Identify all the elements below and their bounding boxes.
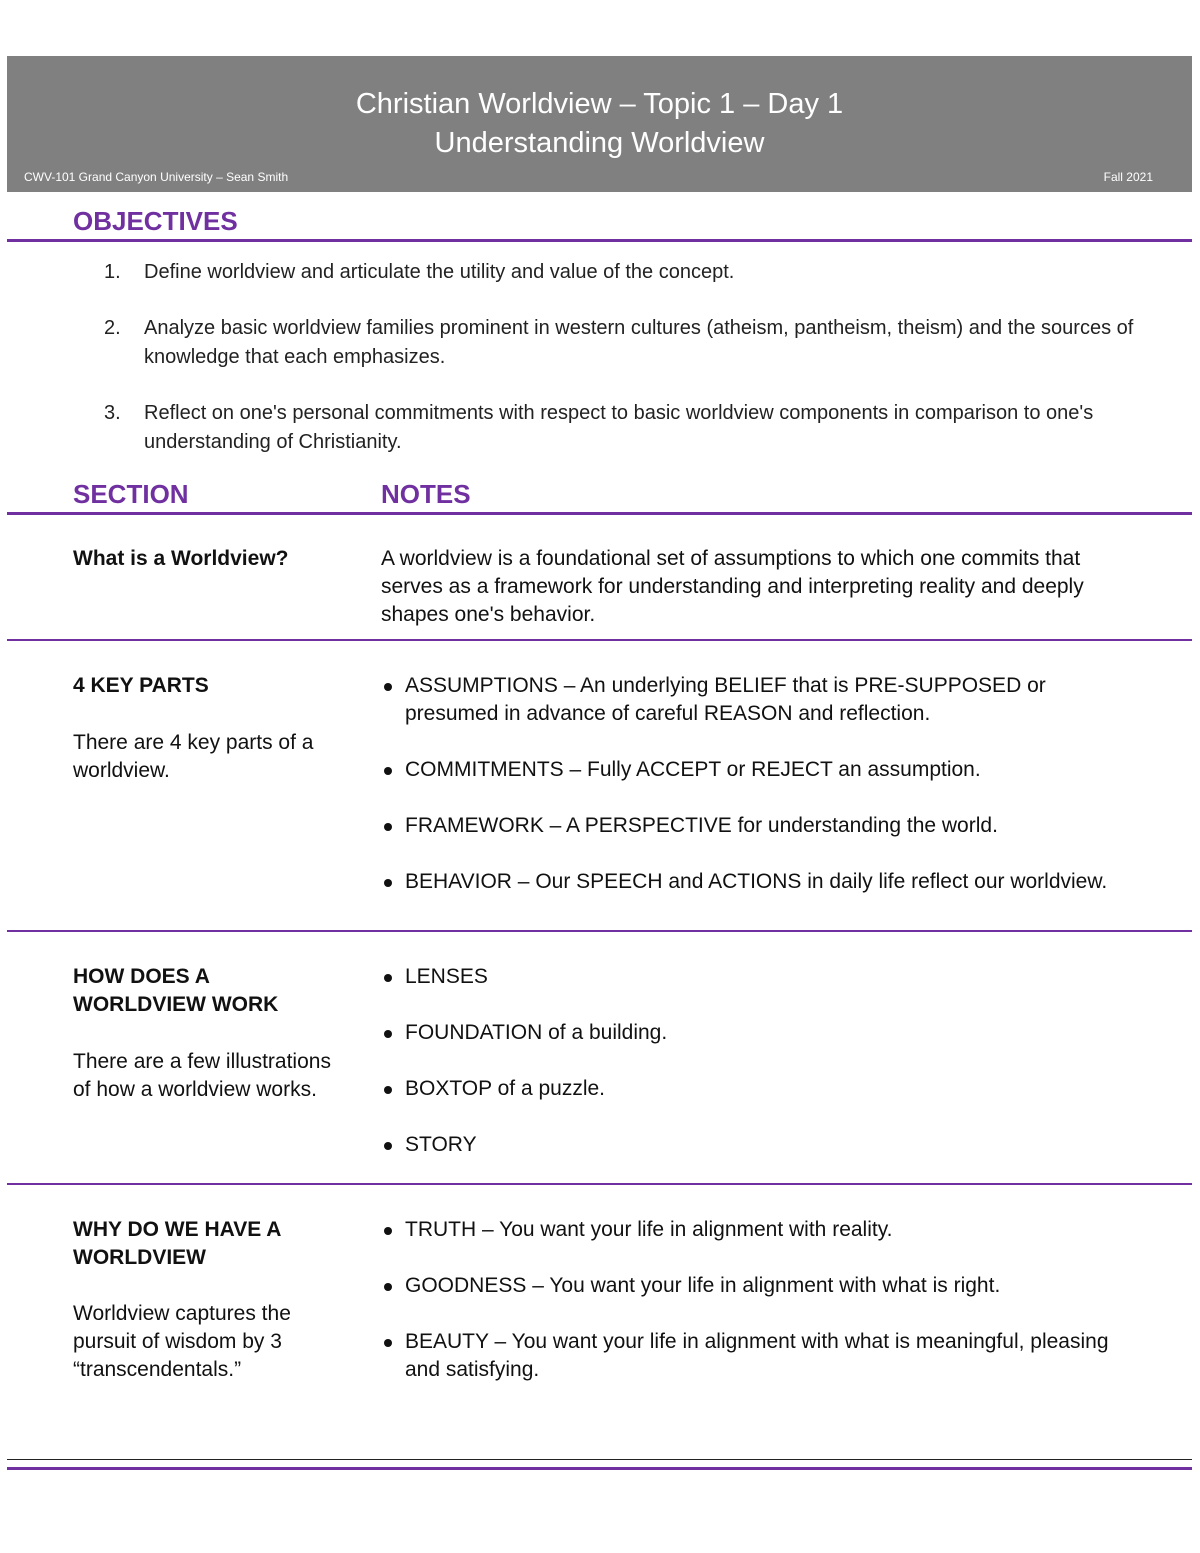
bullet-icon bbox=[384, 767, 392, 775]
bullet-icon bbox=[384, 974, 392, 982]
objective-item bbox=[104, 314, 1134, 372]
bullet-text: TRUTH – You want your life in alignment with reality. bbox=[405, 1218, 893, 1241]
bullet-icon bbox=[384, 1283, 392, 1291]
bullet-item bbox=[381, 1272, 1141, 1300]
table-header-rule bbox=[7, 512, 1192, 515]
term-label: Fall 2021 bbox=[1103, 170, 1153, 184]
objective-number: 1. bbox=[104, 261, 121, 283]
bullet-item bbox=[381, 963, 1141, 991]
course-info: CWV-101 Grand Canyon University – Sean Smith bbox=[24, 170, 289, 184]
objectives-heading: OBJECTIVES bbox=[73, 206, 238, 236]
row-divider bbox=[7, 930, 1192, 932]
row-divider bbox=[7, 639, 1192, 641]
footer-rule-purple bbox=[7, 1467, 1192, 1470]
bullet-item bbox=[381, 1216, 1141, 1244]
bullet-icon bbox=[384, 683, 392, 691]
objective-text: Reflect on one's personal commitments with respect to basic worldview components in comparison to one's understanding of Christianity. bbox=[144, 402, 1094, 453]
bullet-item bbox=[381, 868, 1141, 896]
bullet-text: LENSES bbox=[405, 965, 488, 988]
objective-number: 3. bbox=[104, 402, 121, 424]
section-title: 4 KEY PARTS bbox=[73, 674, 209, 697]
bullet-icon bbox=[384, 1227, 392, 1235]
bullet-icon bbox=[384, 823, 392, 831]
bullet-icon bbox=[384, 879, 392, 887]
section-note: A worldview is a foundational set of assumptions to which one commits that serves as a framework for understanding and interpreting reality and deeply shapes one's behavior. bbox=[381, 547, 1084, 626]
bullet-item bbox=[381, 1075, 1141, 1103]
section-title: What is a Worldview? bbox=[73, 547, 289, 570]
notes-bullet-list bbox=[381, 1216, 1141, 1384]
notes-bullet-list bbox=[381, 963, 1141, 1159]
bullet-text: COMMITMENTS – Fully ACCEPT or REJECT an assumption. bbox=[405, 758, 981, 781]
notes-column-heading: NOTES bbox=[381, 479, 471, 509]
objective-number: 2. bbox=[104, 317, 121, 339]
bullet-item bbox=[381, 1131, 1141, 1159]
bullet-text: FOUNDATION of a building. bbox=[405, 1021, 668, 1044]
bullet-icon bbox=[384, 1086, 392, 1094]
notes-bullet-list bbox=[381, 672, 1141, 896]
page-title: Christian Worldview – Topic 1 – Day 1 bbox=[355, 88, 844, 120]
bullet-text: BOXTOP of a puzzle. bbox=[405, 1077, 605, 1100]
bullet-text: BEHAVIOR – Our SPEECH and ACTIONS in daily life reflect our worldview. bbox=[405, 870, 1108, 893]
row-divider bbox=[7, 1183, 1192, 1185]
bullet-item bbox=[381, 672, 1141, 728]
bullet-icon bbox=[384, 1339, 392, 1347]
section-description: There are 4 key parts of a worldview. bbox=[73, 731, 314, 782]
objective-item bbox=[104, 258, 1134, 287]
bullet-text: ASSUMPTIONS – An underlying BELIEF that is PRE-SUPPOSED or presumed in advance of careful REASON and reflection. bbox=[405, 674, 1046, 725]
objectives-list bbox=[104, 258, 1134, 457]
bullet-icon bbox=[384, 1030, 392, 1038]
objectives-rule bbox=[7, 239, 1192, 242]
section-column-heading: SECTION bbox=[73, 479, 189, 509]
section-description: There are a few illustrations of how a worldview works. bbox=[73, 1050, 331, 1101]
bullet-text: FRAMEWORK – A PERSPECTIVE for understanding the world. bbox=[405, 814, 998, 837]
bullet-text: STORY bbox=[405, 1133, 477, 1156]
bullet-text: GOODNESS – You want your life in alignment with what is right. bbox=[405, 1274, 1001, 1297]
title-banner bbox=[7, 56, 1192, 192]
page-subtitle: Understanding Worldview bbox=[434, 127, 765, 159]
bullet-icon bbox=[384, 1142, 392, 1150]
bullet-item bbox=[381, 756, 1141, 784]
section-title: WHY DO WE HAVE A WORLDVIEW bbox=[73, 1218, 281, 1269]
bullet-item bbox=[381, 812, 1141, 840]
objective-text: Define worldview and articulate the utility and value of the concept. bbox=[144, 261, 735, 283]
bullet-text: BEAUTY – You want your life in alignment with what is meaningful, pleasing and satisfying. bbox=[405, 1330, 1109, 1381]
bullet-item bbox=[381, 1019, 1141, 1047]
objective-item bbox=[104, 399, 1134, 457]
bullet-item bbox=[381, 1328, 1141, 1384]
objective-text: Analyze basic worldview families prominent in western cultures (atheism, pantheism, theism) and the sources of knowledge that each emphasizes. bbox=[144, 317, 1134, 368]
section-title: HOW DOES A WORLDVIEW WORK bbox=[73, 965, 279, 1016]
section-description: Worldview captures the pursuit of wisdom by 3 “transcendentals.” bbox=[73, 1302, 291, 1381]
footer-rule-black bbox=[7, 1459, 1192, 1460]
